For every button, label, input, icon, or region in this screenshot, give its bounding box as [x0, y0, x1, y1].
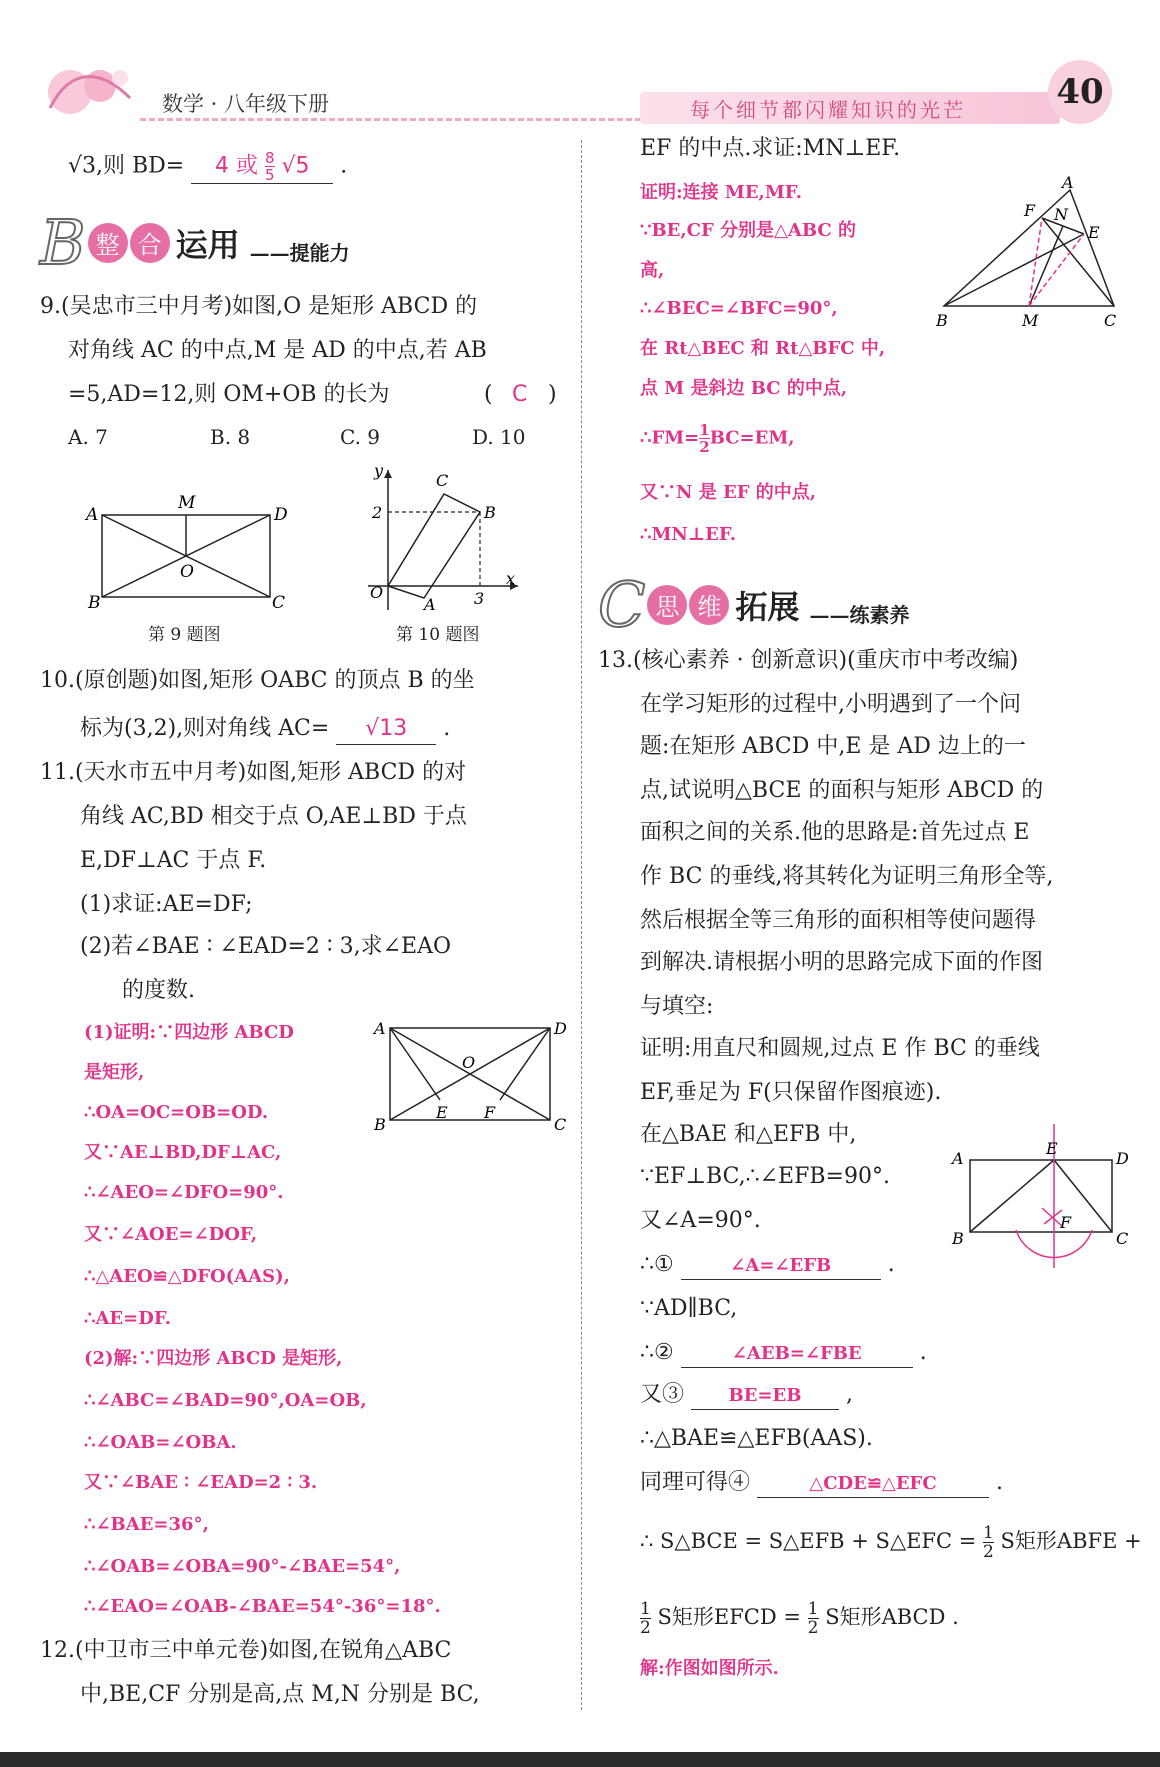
q10-line1: 10.(原创题)如图,矩形 OABC 的顶点 B 的坐 — [40, 668, 475, 693]
q11-solution-1: (1)证明:∵四边形 ABCD — [84, 1022, 294, 1043]
section-title: 运用 — [175, 225, 240, 264]
q11-line4: (1)求证:AE=DF; — [80, 892, 253, 917]
figure-12 — [936, 176, 1136, 336]
svg-text:2: 2 — [372, 503, 383, 522]
q9-paren-close: ) — [548, 382, 557, 407]
svg-text:F: F — [484, 1103, 496, 1122]
svg-text:A: A — [1062, 176, 1074, 192]
q13-mid-2: ∴△BAE≌△EFB(AAS). — [640, 1426, 873, 1451]
q13-line1: 13.(核心素养 · 创新意识)(重庆市中考改编) — [598, 648, 1019, 673]
q11-line6: 的度数. — [122, 978, 195, 1003]
figure-9-caption: 第 9 题图 — [148, 625, 221, 645]
prev-answer: 4 或 $\frac{8}{5}$ √5 — [191, 150, 333, 184]
prev-text: √3,则 BD= — [68, 153, 185, 179]
q13-line8: 到解决.请根据小明的思路完成下面的作图 — [640, 950, 1043, 975]
q11-solution-14: ∴∠OAB=∠OBA=90°-∠BAE=54°, — [84, 1556, 401, 1577]
q13-mid-1: ∵AD∥BC, — [640, 1296, 738, 1321]
q11-line5: (2)若∠BAE ∶ ∠EAD=2 ∶ 3,求∠EAO — [80, 934, 451, 959]
slogan-text: 每个细节都闪耀知识的光芒 — [690, 98, 966, 122]
q11-solution-13: ∴∠BAE=36°, — [84, 1514, 209, 1535]
svg-text:F: F — [1060, 1213, 1072, 1232]
q12-solution-8: 又∵N 是 EF 的中点, — [640, 482, 817, 503]
svg-text:D: D — [554, 1019, 567, 1038]
q9-line2: 对角线 AC 的中点,M 是 AD 的中点,若 AB — [68, 338, 487, 363]
svg-text:M: M — [178, 493, 196, 513]
q13-line7: 然后根据全等三角形的面积相等使问题得 — [640, 908, 1037, 933]
svg-text:C: C — [1104, 311, 1117, 330]
q13-blank-2: ∠AEB=∠FBE — [681, 1341, 913, 1368]
figure-10-caption: 第 10 题图 — [396, 625, 480, 645]
svg-text:A: A — [952, 1149, 964, 1168]
svg-text:A: A — [374, 1019, 386, 1038]
svg-text:A: A — [86, 505, 99, 525]
q12-solution-6: 点 M 是斜边 BC 的中点, — [640, 378, 848, 399]
svg-text:D: D — [1116, 1149, 1129, 1168]
q13-blank-1-line: ∴① ∠A=∠EFB . — [640, 1250, 895, 1280]
section-c-heading: C 思 维 拓展 ——练素养 — [598, 568, 910, 641]
q11-solution-3: ∴OA=OC=OB=OD. — [84, 1102, 269, 1123]
q13-line9: 与填空: — [640, 994, 714, 1019]
svg-text:D: D — [274, 505, 288, 525]
svg-text:B: B — [936, 311, 948, 330]
q9-line3: =5,AD=12,则 OM+OB 的长为 — [68, 382, 390, 407]
q12-solution-4: ∴∠BEC=∠BFC=90°, — [640, 298, 838, 319]
svg-text:A: A — [424, 595, 436, 612]
q13-blank-2-line: ∴② ∠AEB=∠FBE . — [640, 1338, 927, 1368]
svg-text:y: y — [374, 462, 384, 480]
q10-line2: 标为(3,2),则对角线 AC= √13 . — [80, 714, 450, 745]
q11-line2: 角线 AC,BD 相交于点 O,AE⊥BD 于点 — [80, 804, 467, 829]
q12-line2: 中,BE,CF 分别是高,点 M,N 分别是 BC, — [80, 1682, 480, 1707]
q13-blank-4-line: 同理可得④ △CDE≌△EFC . — [640, 1468, 1003, 1498]
q12-solution-2: ∵BE,CF 分别是△ABC 的 — [640, 220, 856, 241]
svg-text:E: E — [436, 1103, 448, 1122]
q11-solution-6: 又∵∠AOE=∠DOF, — [84, 1224, 258, 1245]
q13-line2: 在学习矩形的过程中,小明遇到了一个问 — [640, 692, 1021, 717]
q11-line1: 11.(天水市五中月考)如图,矩形 ABCD 的对 — [40, 760, 467, 785]
svg-text:C: C — [554, 1115, 567, 1134]
q11-solution-12: 又∵∠BAE ∶ ∠EAD=2 ∶ 3. — [84, 1472, 318, 1493]
q13-blank-4: △CDE≌△EFC — [757, 1471, 989, 1498]
header-dashed-line — [140, 118, 650, 121]
q9-line1: 9.(吴忠市三中月考)如图,O 是矩形 ABCD 的 — [40, 294, 478, 319]
q11-solution-11: ∴∠OAB=∠OBA. — [84, 1432, 237, 1453]
q13-blank-3-line: 又③ BE=EB , — [640, 1380, 853, 1410]
answer-fraction: $\frac{8}{5}$ — [264, 149, 275, 184]
q9-paren-open: ( — [484, 382, 493, 407]
floral-ornament-icon — [40, 58, 150, 124]
q12-solution-5: 在 Rt△BEC 和 Rt△BFC 中, — [640, 338, 886, 359]
q13-line12: 在△BAE 和△EFB 中, — [640, 1122, 857, 1147]
q13-line13: ∵EF⊥BC,∴∠EFB=90°. — [640, 1164, 890, 1189]
q9-option-d: D. 10 — [472, 425, 526, 449]
q13-line5: 面积之间的关系.他的思路是:首先过点 E — [640, 820, 1030, 845]
svg-text:B: B — [88, 593, 101, 613]
q9-answer: C — [512, 382, 528, 407]
q12-solution-3: 高, — [640, 260, 665, 281]
q12-line1: 12.(中卫市三中单元卷)如图,在锐角△ABC — [40, 1638, 452, 1663]
q11-solution-8: ∴AE=DF. — [84, 1308, 172, 1329]
page-number: 40 — [1048, 60, 1112, 124]
q12-line3: EF 的中点.求证:MN⊥EF. — [640, 136, 901, 161]
page-bottom-bar — [0, 1752, 1160, 1767]
svg-text:B: B — [484, 503, 496, 522]
q11-solution-2: 是矩形, — [84, 1062, 145, 1083]
half-fraction: $\frac{1}{2}$ — [699, 421, 710, 456]
q13-blank-1: ∠A=∠EFB — [681, 1253, 881, 1280]
q13-line3: 题:在矩形 ABCD 中,E 是 AD 边上的一 — [640, 734, 1026, 759]
q9-option-b: B. 8 — [210, 425, 251, 449]
figure-11 — [372, 1016, 568, 1136]
svg-text:E: E — [1088, 223, 1100, 242]
section-title: 拓展 — [735, 587, 800, 626]
svg-text:O: O — [462, 1053, 476, 1072]
q11-line3: E,DF⊥AC 于点 F. — [80, 848, 267, 873]
figure-10 — [358, 462, 528, 612]
svg-text:3: 3 — [474, 589, 485, 608]
q12-solution-7: ∴FM= $\frac{1}{2}$ BC=EM, — [640, 421, 795, 456]
svg-text:E: E — [1046, 1139, 1058, 1158]
q13-formula-1: ∴ S△BCE = S△EFB + S△EFC = $\frac{1}{2}$ S矩形ABFE + — [640, 1523, 1142, 1562]
q11-solution-4: 又∵AE⊥BD,DF⊥AC, — [84, 1142, 282, 1163]
q11-solution-10: ∴∠ABC=∠BAD=90°,OA=OB, — [84, 1390, 367, 1411]
q11-solution-7: ∴△AEO≌△DFO(AAS), — [84, 1266, 290, 1287]
q13-line11: EF,垂足为 F(只保留作图痕迹). — [640, 1080, 942, 1105]
q11-solution-15: ∴∠EAO=∠OAB-∠BAE=54°-36°=18°. — [84, 1596, 441, 1617]
q13-line6: 作 BC 的垂线,将其转化为证明三角形全等, — [640, 864, 1054, 889]
column-divider — [581, 140, 582, 1710]
half-fraction: $\frac{1}{2}$ — [640, 1599, 651, 1638]
svg-text:x: x — [506, 569, 516, 588]
q13-blank-3: BE=EB — [691, 1383, 839, 1410]
figure-13 — [950, 1120, 1130, 1270]
q13-line10: 证明:用直尺和圆规,过点 E 作 BC 的垂线 — [640, 1036, 1040, 1061]
section-subtitle: ——提能力 — [249, 241, 350, 265]
q12-solution-1: 证明:连接 ME,MF. — [640, 182, 802, 203]
svg-text:B: B — [374, 1115, 386, 1134]
q13-formula-2: $\frac{1}{2}$ S矩形EFCD = $\frac{1}{2}$ S矩形ABCD . — [640, 1599, 959, 1638]
svg-text:C: C — [1116, 1229, 1129, 1248]
section-b-heading: B 整 合 运用 ——提能力 — [40, 206, 350, 279]
q9-option-a: A. 7 — [68, 425, 108, 449]
svg-text:N: N — [1054, 205, 1068, 224]
half-fraction: $\frac{1}{2}$ — [807, 1599, 819, 1638]
svg-text:C: C — [272, 593, 286, 613]
q12-solution-9: ∴MN⊥EF. — [640, 524, 737, 545]
svg-text:O: O — [180, 562, 194, 582]
half-fraction: $\frac{1}{2}$ — [983, 1523, 994, 1562]
svg-text:C: C — [436, 471, 449, 490]
q11-solution-9: (2)解:∵四边形 ABCD 是矩形, — [84, 1348, 343, 1369]
section-letter: C — [598, 568, 646, 641]
book-title: 数学 · 八年级下册 — [162, 92, 330, 116]
q13-line14: 又∠A=90°. — [640, 1208, 761, 1233]
q9-option-c: C. 9 — [340, 425, 381, 449]
svg-text:O: O — [370, 583, 384, 602]
section-letter: B — [40, 206, 86, 279]
svg-text:F: F — [1024, 201, 1036, 220]
prev-question-tail: √3,则 BD= 4 或 $\frac{8}{5}$ √5 . — [68, 149, 348, 184]
svg-text:M: M — [1022, 311, 1039, 330]
figure-9 — [80, 490, 290, 615]
q13-line4: 点,试说明△BCE 的面积与矩形 ABCD 的 — [640, 778, 1044, 803]
q11-solution-5: ∴∠AEO=∠DFO=90°. — [84, 1182, 284, 1203]
svg-text:B: B — [952, 1229, 964, 1248]
q10-answer: √13 — [336, 714, 436, 745]
q13-solution-note: 解:作图如图所示. — [640, 1658, 779, 1679]
section-subtitle: ——练素养 — [809, 603, 910, 627]
